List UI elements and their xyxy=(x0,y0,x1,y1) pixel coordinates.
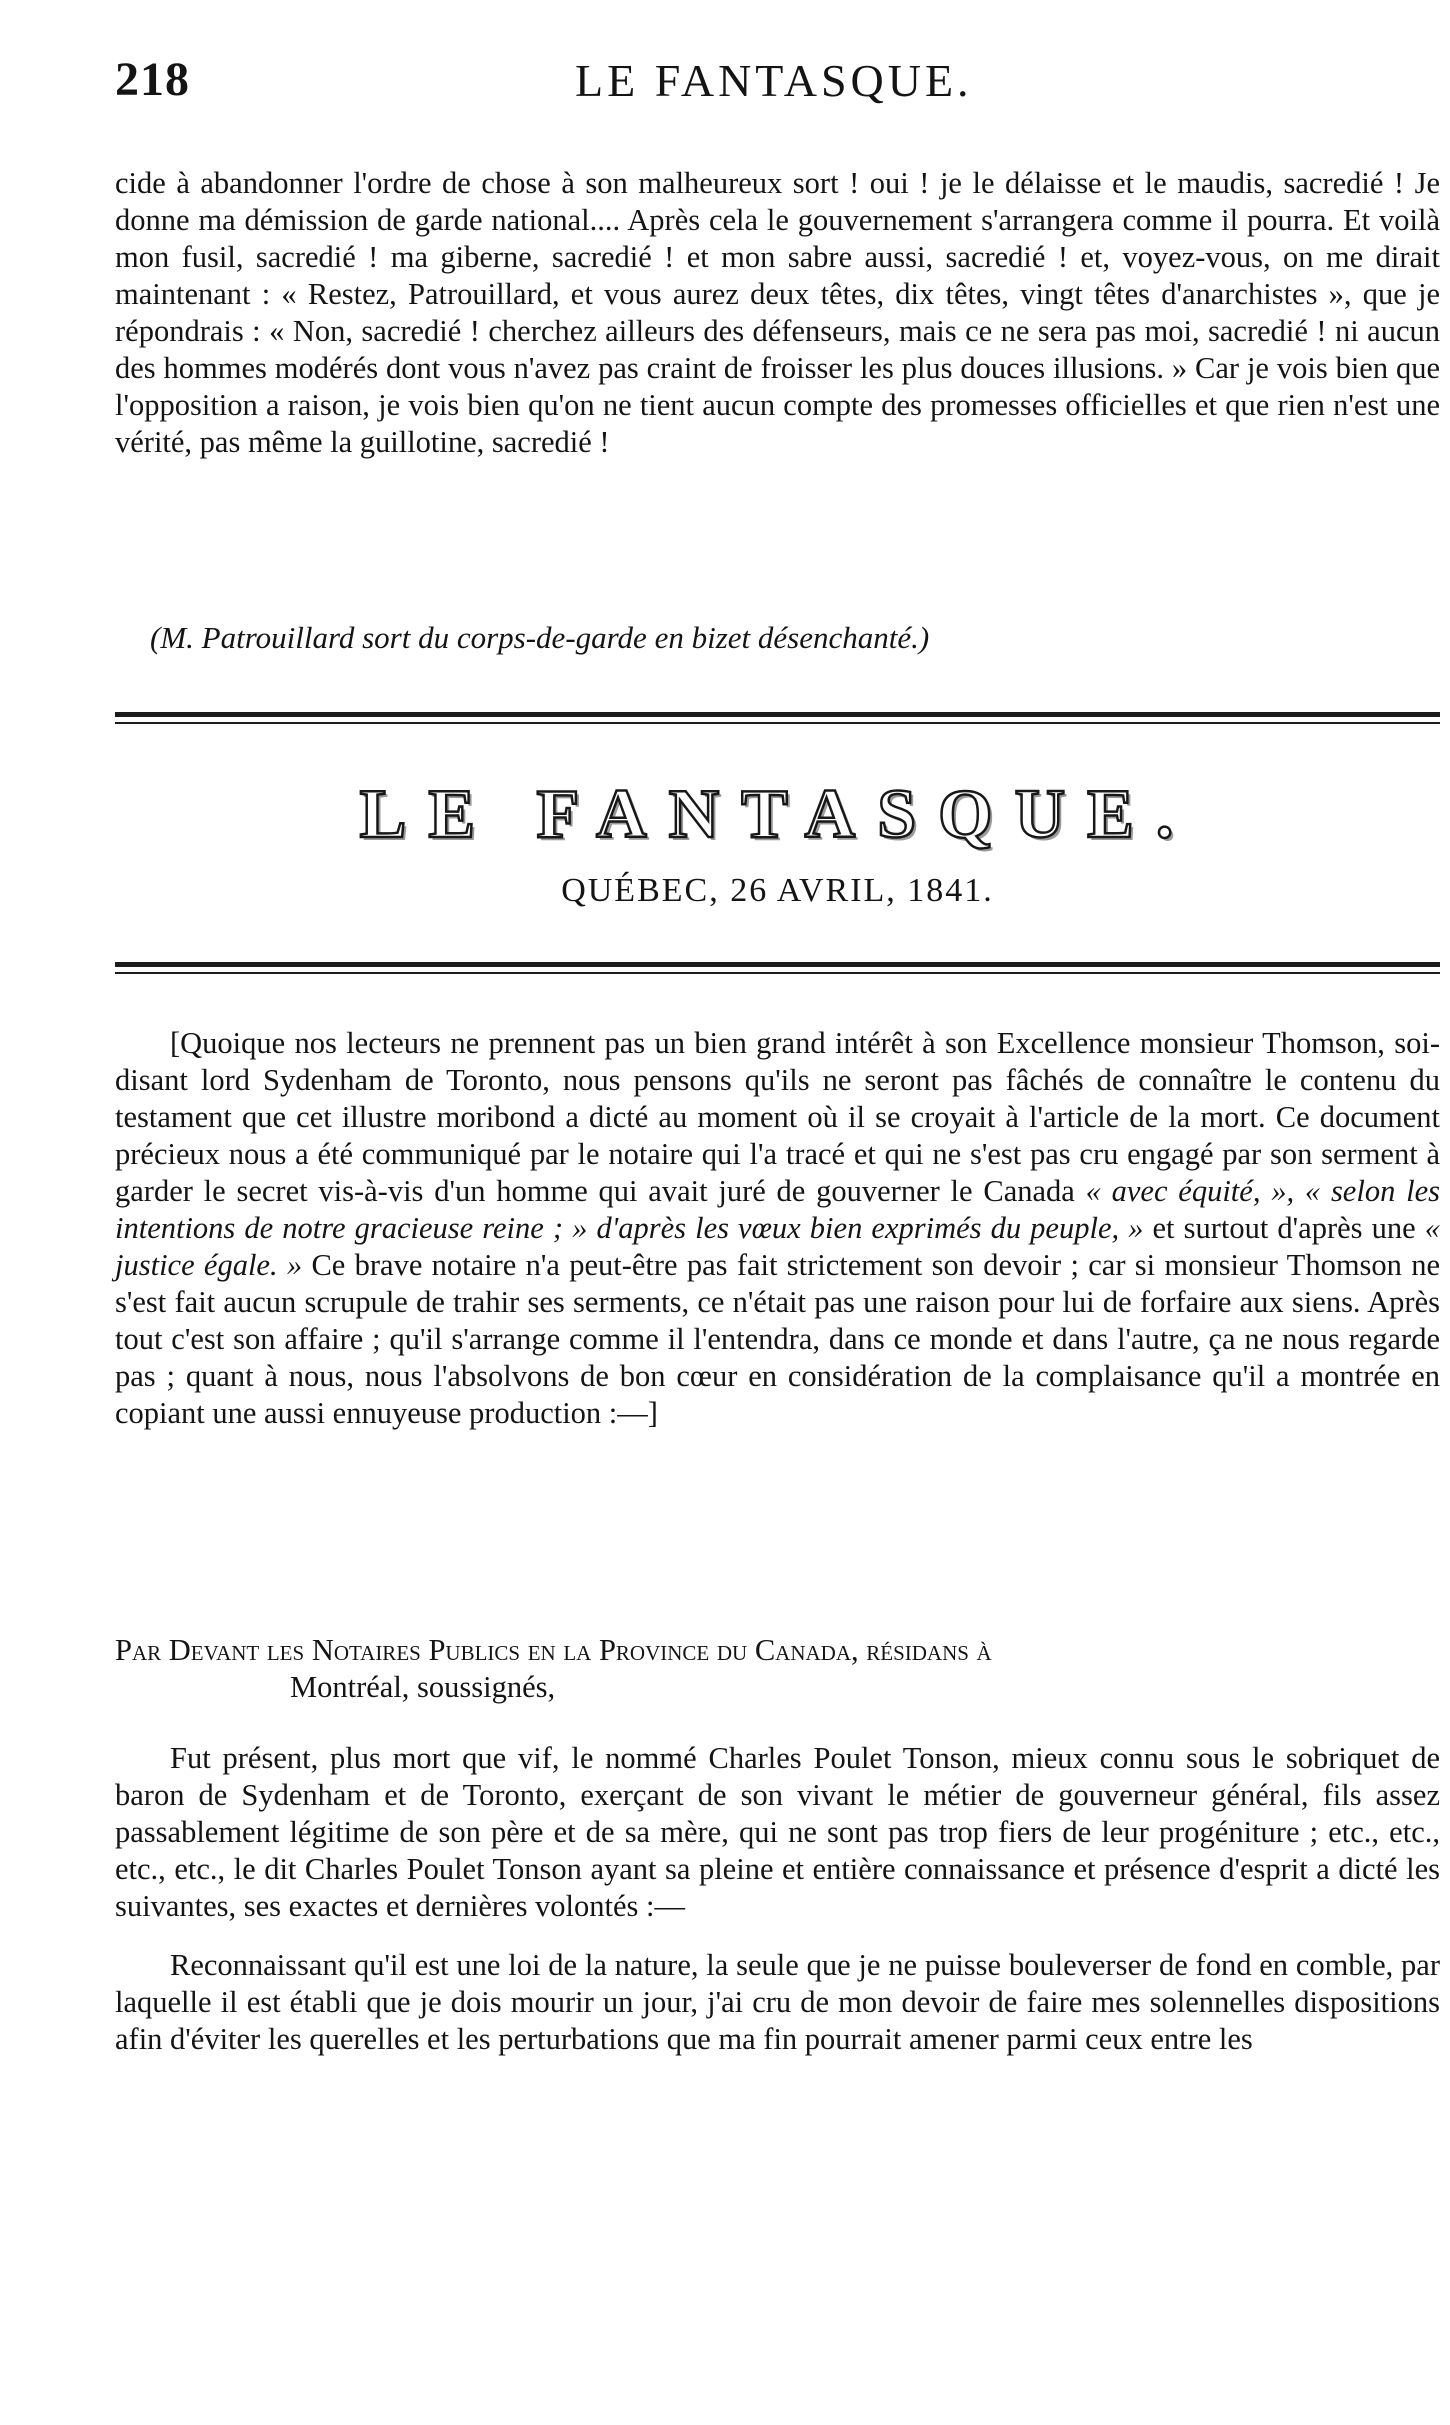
page-number: 218 xyxy=(115,53,190,106)
intro-text-part2: et surtout d'après une xyxy=(1143,1211,1425,1245)
intro-paragraph xyxy=(115,1025,1440,1432)
section-divider-thick xyxy=(115,712,1440,717)
notarial-line-2: Montréal, soussignés, xyxy=(290,1670,556,1704)
running-title: LE FANTASQUE. xyxy=(575,55,973,106)
masthead-title: LE FANTASQUE. xyxy=(359,776,1196,853)
masthead-divider-thin xyxy=(115,972,1440,974)
intro-quote-justice: « justice égale. » xyxy=(115,1211,1440,1282)
stage-direction: (M. Patrouillard sort du corps-de-garde en bizet désenchanté.) xyxy=(150,620,930,655)
notarial-heading xyxy=(115,1632,1440,1706)
will-paragraph: Fut présent, plus mort que vif, le nommé Charles Poulet Tonson, mieux connu sous le sobriquet de baron de Sydenham et de Toronto, exerçant de son vivant le métier de gouverneur général, fils assez passablement légitime de son père et de sa mère, qui ne sont pas trop fiers de leur progéniture ; etc., etc., etc., etc., le dit Charles Poulet Tonson ayant sa pleine et entière connaissance et présence d'esprit a dicté les suivantes, ses exactes et dernières volontés :— xyxy=(115,1741,1440,1923)
will-paragraph: Reconnaissant qu'il est une loi de la nature, la seule que je ne puisse bouleverser de fond en comble, par laquelle il est établi que je dois mourir un jour, j'ai cru de mon devoir de faire mes solennelles dispositions afin d'éviter les querelles et les perturbations que ma fin pourrait amener parmi ceux entre les xyxy=(115,1948,1440,2056)
intro-text-part1: [Quoique nos lecteurs ne prennent pas un bien grand intérêt à son Excellence monsieur Thomson, soi-disant lord Sydenham de Toronto, nous pensons qu'ils ne seront pas fâchés de connaître le contenu du testament que cet illustre moribond a dicté au moment où il se croyait à l'article de la mort. Ce document précieux nous a été communiqué par le notaire qui l'a tracé et qui ne s'est pas cru engagé par son serment à garder le secret vis-à-vis d'un homme qui avait juré de gouverner le Canada xyxy=(115,1026,1440,1208)
page-header xyxy=(115,52,1435,122)
section-divider-thin xyxy=(115,722,1440,724)
notarial-line-1: Par Devant les Notaires Publics en la Province du Canada, résidans à xyxy=(115,1633,992,1667)
dateline: QUÉBEC, 26 AVRIL, 1841. xyxy=(561,872,994,909)
intro-quote-equity: « avec équité, », « selon les intentions de notre gracieuse reine ; » d'après les vœux bien exprimés du peuple, » xyxy=(115,1174,1440,1245)
intro-text-part3: Ce brave notaire n'a peut-être pas fait strictement son devoir ; car si monsieur Thomson ne s'est fait aucun scrupule de trahir ses serments, ce n'était pas une raison pour lui de forfaire aux siens. Après tout c'est son affaire ; qu'il s'arrange comme il l'entendra, dans ce monde et dans l'autre, ça ne nous regarde pas ; quant à nous, nous l'absolvons de bon cœur en considération de la complaisance qu'il a montrée en copiant une aussi ennuyeuse production :—] xyxy=(115,1248,1440,1430)
will-body xyxy=(115,1740,1440,2058)
previous-article-continuation xyxy=(115,165,1440,461)
masthead-divider-thick xyxy=(115,962,1440,967)
continuation-paragraph: cide à abandonner l'ordre de chose à son malheureux sort ! oui ! je le délaisse et le maudis, sacredié ! Je donne ma démission de garde national.... Après cela le gouvernement s'arrangera comme il pourra. Et voilà mon fusil, sacredié ! ma giberne, sacredié ! et mon sabre aussi, sacredié ! et, voyez-vous, on me dirait maintenant : « Restez, Patrouillard, et vous aurez deux têtes, dix têtes, vingt têtes d'anarchistes », que je répondrais : « Non, sacredié ! cherchez ailleurs des défenseurs, mais ce ne sera pas moi, sacredié ! ni aucun des hommes modérés dont vous n'avez pas craint de froisser les plus douces illusions. » Car je vois bien que l'opposition a raison, je vois bien qu'on ne tient aucun compte des promesses officielles et que rien n'est une vérité, pas même la guillotine, sacredié ! xyxy=(115,166,1440,459)
article-intro xyxy=(115,1025,1440,1432)
